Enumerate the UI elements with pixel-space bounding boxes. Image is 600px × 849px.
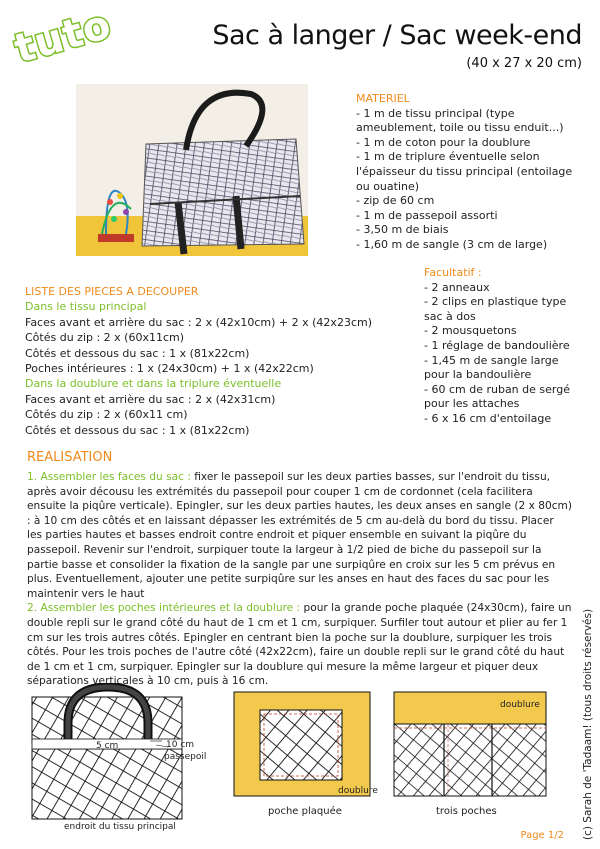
caption-poche-plaquee: poche plaquée xyxy=(268,806,342,817)
materiel-item: - 1 m de triplure éventuelle selon l'épaisseur du tissu principal (entoilage ou ouatine) xyxy=(356,150,573,193)
pieces-line: Faces avant et arrière du sac : 2 x (42x10cm) + 2 x (42x23cm) xyxy=(25,315,372,329)
pieces-line: Côtés du zip : 2 x (60x11cm) xyxy=(25,331,185,345)
materiel-heading: MATERIEL xyxy=(356,92,410,105)
pieces-group-title: Dans la doublure et dans la triplure éventuelle xyxy=(25,377,282,391)
diagram-poche-plaquee xyxy=(232,690,372,798)
facultatif-item: - 2 mousquetons xyxy=(424,324,517,338)
materiel-item: - 1 m de passepoil assorti xyxy=(356,208,498,222)
copyright-text: (c) Sarah de 'Tadaam! (tous droits réservés) xyxy=(582,608,594,840)
caption-trois-poches: trois poches xyxy=(436,806,497,817)
realisation-heading: REALISATION xyxy=(27,450,113,465)
copyright-credit xyxy=(578,600,598,840)
step2-title: 2. Assembler les poches intérieures et la doublure : xyxy=(27,602,301,615)
facultatif-item: - 2 clips en plastique type sac à dos xyxy=(424,295,567,323)
step2-text: pour la grande poche plaquée (24x30cm), faire un double repli sur le grand côté du haut de 1 cm et 1 cm, surpiquer. Surfiler tout autour et plier au fer 1 cm sur les trois autres côtés. Epingler en centrant bien la poche sur la doublure, surpiquer les trois côtés. Pour les trois poches de l'autre côté (42x22cm), faire un double repli sur le grand côté du haut de 1 cm et 1 cm, surpiquer. Epingler sur la doublure qui mesure la même largeur et piquer deux séparations verticales à 10 cm, puis à 16 cm. xyxy=(27,602,572,688)
facultatif-section xyxy=(424,266,584,427)
label-doublure-2: doublure xyxy=(500,700,540,710)
bag-photo xyxy=(76,84,308,256)
label-10cm: 10 cm xyxy=(166,740,195,750)
facultatif-item: - 6 x 16 cm d'entoilage xyxy=(424,411,552,425)
pieces-line: Faces avant et arrière du sac : 2 x (42x31cm) xyxy=(25,392,276,406)
bag-photo-illustration xyxy=(76,84,308,256)
materiel-item: - zip de 60 cm xyxy=(356,194,435,208)
caption-endroit: endroit du tissu principal xyxy=(64,822,176,832)
facultatif-item: - 1,45 m de sangle large pour la bandoulière xyxy=(424,353,559,382)
facultatif-item: - 2 anneaux xyxy=(424,280,490,294)
pieces-line: Côtés du zip : 2 x (60x11 cm) xyxy=(25,408,188,422)
label-doublure-1: doublure xyxy=(338,786,378,796)
page-number: Page 1/2 xyxy=(520,830,564,841)
tuto-logo xyxy=(10,1,117,72)
realisation-body xyxy=(27,470,572,689)
facultatif-item: - 1 réglage de bandoulière xyxy=(424,338,570,352)
materiel-item: - 3,50 m de biais xyxy=(356,223,449,237)
facultatif-heading: Facultatif : xyxy=(424,266,482,279)
bag-dimensions: (40 x 27 x 20 cm) xyxy=(466,56,582,71)
step1-title: 1. Assembler les faces du sac : xyxy=(27,471,191,483)
pieces-group-title: Dans le tissu principal xyxy=(25,300,147,314)
pieces-line: Côtés et dessous du sac : 1 x (81x22cm) xyxy=(25,423,250,437)
label-5cm: 5 cm xyxy=(96,741,119,751)
label-passepoil: passepoil xyxy=(164,752,207,762)
pieces-section xyxy=(25,284,425,438)
step1-text: fixer le passepoil sur les deux parties basses, sur l'endroit du tissu, après avoir décousu les extrémités du passepoil pour couper 1 cm de cordonnet (cela facilitera ensuite la piqûre verticale). Epingler, sur les deux parties hautes, les deux anses en sangle (2 x 80cm) : à 10 cm des côtés et en laissant dépasser les extrémités de 5 cm au-delà du bord du tissu. Placer les parties hautes et basses endroit contre endroit et piquer ensemble en suivant la piqûre du passepoil. Revenir sur l'endroit, surpiquer toute la largeur à 1/2 pied de biche du passepoil sur la partie basse et consolider la fixation de la sangle par une surpiqûre en croix sur les 5 cm prévus en plus. Eventuellement, ajouter une petite surpiqûre sur les anses en haut des faces du sac pour les maintenir vers le haut xyxy=(27,471,572,600)
materiel-section xyxy=(356,92,588,253)
materiel-item: - 1 m de coton pour la doublure xyxy=(356,135,531,149)
materiel-item: - 1,60 m de sangle (3 cm de large) xyxy=(356,237,548,251)
materiel-item: - 1 m de tissu principal (type ameublement, toile ou tissu enduit...) xyxy=(356,106,564,135)
facultatif-item: - 60 cm de ruban de sergé pour les attaches xyxy=(424,382,570,411)
pieces-line: Poches intérieures : 1 x (24x30cm) + 1 x (42x22cm) xyxy=(25,362,314,376)
tuto-logo-text: tuto xyxy=(9,1,117,73)
pieces-line: Côtés et dessous du sac : 1 x (81x22cm) xyxy=(25,346,250,360)
pieces-heading: LISTE DES PIECES A DECOUPER xyxy=(25,285,199,298)
page-title: Sac à langer / Sac week-end xyxy=(212,20,582,51)
